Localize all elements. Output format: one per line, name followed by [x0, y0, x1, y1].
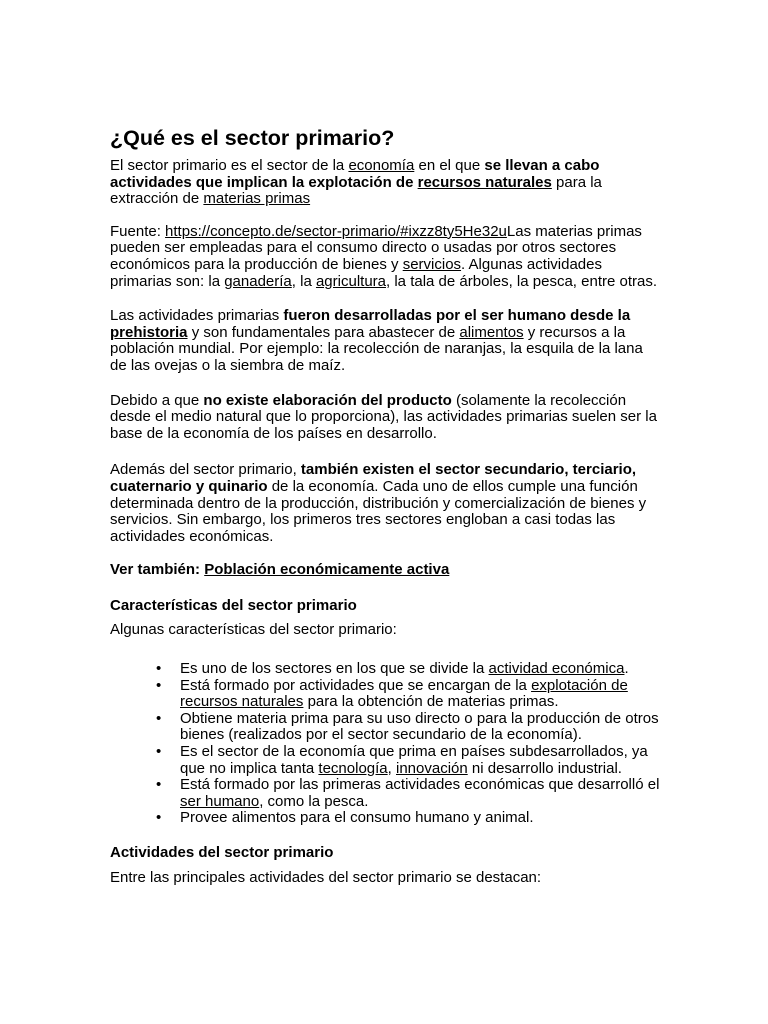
- link-explotacion-recursos[interactable]: explotación de recursos naturales: [180, 676, 628, 711]
- text: Está formado por actividades que se encargan de la: [180, 676, 532, 694]
- text: ,: [387, 759, 396, 777]
- text: .: [624, 660, 629, 678]
- bold-text: fueron desarrolladas por el ser humano desde la: [283, 307, 631, 325]
- text: de la economía. Cada uno de ellos cumple una función determinada dentro de la producción, distribución y comercialización de bienes y servicios. Sin embargo, los primeros tres sectores engloban a casi todas las actividades económicas.: [110, 477, 647, 545]
- text: Fuente:: [110, 222, 166, 240]
- link-economia[interactable]: economía: [348, 157, 415, 174]
- bold-text: no existe elaboración del producto: [203, 391, 452, 409]
- text: . Algunas actividades primarias son: la: [110, 255, 602, 290]
- text: , como la pesca.: [259, 792, 369, 810]
- link-servicios[interactable]: servicios: [402, 255, 462, 273]
- paragraph-definition: [110, 158, 662, 208]
- link-tecnologia[interactable]: tecnología: [318, 759, 388, 777]
- link-materias-primas[interactable]: materias primas: [203, 190, 311, 208]
- paragraph-history: [110, 308, 662, 374]
- link-poblacion-activa[interactable]: Población económicamente activa: [204, 561, 450, 579]
- link-ser-humano[interactable]: ser humano: [180, 792, 260, 810]
- link-recursos-naturales[interactable]: recursos naturales: [417, 173, 552, 191]
- text: Está formado por las primeras actividades económicas que desarrolló el: [180, 776, 660, 794]
- list-item: [180, 777, 662, 810]
- link-prehistoria[interactable]: prehistoria: [110, 323, 188, 341]
- page-title: ¿Qué es el sector primario?: [110, 126, 395, 150]
- text: , la: [291, 272, 316, 290]
- section-heading-actividades: Actividades del sector primario: [110, 844, 334, 861]
- list-item: [180, 810, 662, 827]
- link-actividad-economica[interactable]: actividad económica: [488, 660, 625, 678]
- text: Es uno de los sectores en los que se divide la: [180, 660, 489, 678]
- bold-text: también existen el sector secundario, terciario, cuaternario y quinario: [110, 461, 637, 495]
- text: y son fundamentales para abastecer de: [187, 323, 460, 341]
- text: Obtiene materia prima para su uso directo o para la producción de otros bienes (realizados por el sector secundario de la economía).: [180, 709, 659, 744]
- text: , la tala de árboles, la pesca, entre otras.: [386, 272, 658, 290]
- paragraph-source: [110, 224, 662, 290]
- text: en el que: [414, 157, 485, 174]
- list-item: [180, 678, 662, 711]
- text: Debido a que: [110, 391, 204, 409]
- section-intro-actividades: Entre las principales actividades del sector primario se destacan:: [110, 868, 542, 886]
- document-content: [110, 125, 662, 886]
- bold-text: se llevan a cabo actividades que implican la explotación de: [110, 157, 600, 191]
- text: ni desarrollo industrial.: [467, 759, 622, 777]
- list-item: [180, 661, 662, 678]
- list-item: [180, 744, 662, 777]
- list-item: [180, 711, 662, 744]
- text: (solamente la recolección desde el medio natural que lo proporciona), las actividades primarias suelen ser la base de la economía de los países en desarrollo.: [110, 391, 657, 442]
- text: y recursos a la población mundial. Por ejemplo: la recolección de naranjas, la esquila de la lana de las ovejas o la siembra de maíz.: [110, 323, 643, 374]
- paragraph-elaboration: [110, 393, 662, 443]
- text: Además del sector primario,: [110, 461, 301, 479]
- see-also-label: Ver también:: [110, 561, 205, 579]
- link-agricultura[interactable]: agricultura: [315, 272, 387, 290]
- text: Es el sector de la economía que prima en países subdesarrollados, ya que no implica tanta: [180, 743, 648, 777]
- paragraph-other-sectors: [110, 462, 662, 545]
- characteristics-list: [110, 661, 662, 827]
- text: para la extracción de: [110, 173, 602, 208]
- text: Las materias primas pueden ser empleadas para el consumo directo o usadas por otros sectores económicos para la producción de bienes y: [110, 222, 642, 273]
- section-intro-caracteristicas: Algunas características del sector primario:: [110, 621, 397, 639]
- link-source-url[interactable]: https://concepto.de/sector-primario/#ixzz8ty5He32u: [165, 222, 507, 240]
- section-heading-caracteristicas: Características del sector primario: [110, 596, 357, 614]
- text: Las actividades primarias: [110, 307, 284, 325]
- text: para la obtención de materias primas.: [303, 693, 559, 711]
- link-alimentos[interactable]: alimentos: [459, 323, 524, 341]
- see-also: [110, 562, 662, 579]
- link-innovacion[interactable]: innovación: [396, 759, 468, 777]
- text: El sector primario es el sector de la: [110, 157, 349, 174]
- link-ganaderia[interactable]: ganadería: [224, 272, 292, 290]
- text: Provee alimentos para el consumo humano y animal.: [180, 809, 534, 827]
